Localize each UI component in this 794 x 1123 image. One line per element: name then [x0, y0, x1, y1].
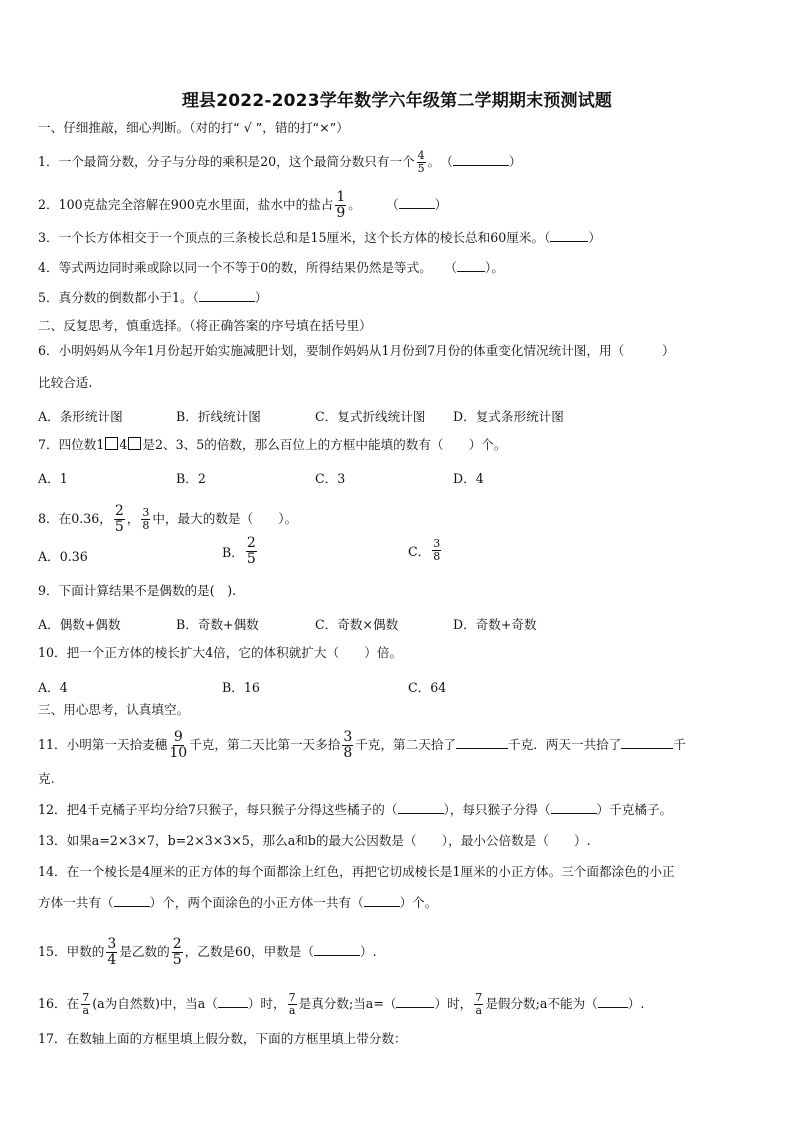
question-12: 12．把4千克橘子平均分给7只猴子，每只猴子分得这些橘子的（ ），每只猴子分得（ ）千克橘子。 [38, 802, 673, 817]
question-15: 15．甲数的 $\frac{3}{4}$ 是乙数的 $\frac{2}{5}$ ，乙数是60，甲数是（ ）. [38, 936, 377, 968]
question-11-cont: 克. [38, 771, 55, 786]
section-2-heading: 二、反复思考，慎重选择。（将正确答案的序号填在括号里） [38, 318, 372, 333]
q8-option-a[interactable]: A．0.36 [38, 549, 88, 564]
fraction: $\frac{7}{a}$ [288, 991, 296, 1017]
fraction: $\frac{1}{9}$ [336, 189, 346, 221]
question-3: 3．一个长方体相交于一个顶点的三条棱长总和是15厘米，这个长方体的棱长总和60厘米。（ ） [38, 230, 601, 245]
fraction: $\frac{7}{a}$ [82, 991, 90, 1017]
answer-blank[interactable] [456, 748, 508, 749]
q8-option-c[interactable]: C． $\frac{3}{8}$ [408, 537, 441, 563]
q6-option-b[interactable]: B．折线统计图 [176, 409, 261, 424]
question-6-cont: 比较合适. [38, 375, 93, 390]
answer-blank[interactable] [199, 301, 255, 302]
answer-blank[interactable] [114, 906, 150, 907]
q10-option-c[interactable]: C．64 [408, 680, 447, 695]
question-13: 13．如果a=2×3×7，b=2×3×3×5，那么a和b的最大公因数是（ ），最小公倍数是（ ）. [38, 833, 591, 848]
fraction: $\frac{2}{5}$ [246, 535, 256, 567]
q8-option-b[interactable]: B． $\frac{2}{5}$ [222, 535, 256, 567]
fraction: $\frac{2}{5}$ [114, 503, 124, 535]
answer-blank[interactable] [399, 208, 435, 209]
question-10: 10．把一个正方体的棱长扩大4倍，它的体积就扩大（ ）倍。 [38, 645, 403, 660]
question-4: 4．等式两边同时乘或除以同一个不等于0的数，所得结果仍然是等式。 （ ）。 [38, 260, 504, 275]
question-1: 1．一个最简分数，分子与分母的乘积是20，这个最简分数只有一个 $\frac{4}{5}$ 。 （ ） [38, 149, 522, 175]
fraction: $\frac{3}{8}$ [343, 729, 353, 761]
answer-blank[interactable] [314, 955, 360, 956]
question-7: 7．四位数1 4 是2、3、5的倍数，那么百位上的方框中能填的数有（ ）个。 [38, 437, 507, 452]
q6-option-a[interactable]: A．条形统计图 [38, 409, 123, 424]
section-1-heading: 一、仔细推敲，细心判断。（对的打“ √ ”，错的打“×”） [38, 120, 349, 135]
q6-option-c[interactable]: C．复式折线统计图 [315, 409, 426, 424]
question-16: 16．在 $\frac{7}{a}$ (a为自然数)中，当a（ ）时， $\frac{7}{a}$ 是真分数;当a=（ ）时， $\frac{7}{a}$ 是假分数;a不能为（ ）. [38, 991, 645, 1017]
fraction: $\frac{3}{4}$ [107, 936, 117, 968]
q9-option-d[interactable]: D．奇数+奇数 [453, 617, 537, 632]
question-11: 11．小明第一天拾麦穗 $\frac{9}{10}$ 千克，第二天比第一天多拾 $\frac{3}{8}$ 千克，第二天拾了 千克．两天一共拾了 千 [38, 729, 686, 761]
q9-option-a[interactable]: A．偶数+偶数 [38, 617, 121, 632]
answer-blank[interactable] [550, 241, 588, 242]
digit-box [128, 437, 141, 450]
answer-blank[interactable] [551, 813, 597, 814]
q7-option-a[interactable]: A．1 [38, 471, 68, 486]
exam-title: 理县2022-2023学年数学六年级第二学期期末预测试题 [181, 91, 613, 111]
answer-blank[interactable] [398, 813, 444, 814]
answer-blank[interactable] [453, 165, 509, 166]
fraction: $\frac{3}{8}$ [433, 537, 441, 563]
answer-blank[interactable] [457, 271, 485, 272]
section-3-heading: 三、用心思考，认真填空。 [38, 702, 190, 717]
q7-option-b[interactable]: B．2 [176, 471, 206, 486]
q10-option-b[interactable]: B．16 [222, 680, 260, 695]
q9-option-c[interactable]: C．奇数×偶数 [315, 617, 399, 632]
question-14: 14．在一个棱长是4厘米的正方体的每个面都涂上红色，再把它切成棱长是1厘米的小正方体。三个面都涂色的小正 [38, 864, 675, 879]
answer-blank[interactable] [364, 906, 400, 907]
question-5: 5．真分数的倒数都小于1。（ ） [38, 290, 268, 305]
q10-option-a[interactable]: A．4 [38, 680, 68, 695]
q7-option-c[interactable]: C．3 [315, 471, 346, 486]
answer-blank[interactable] [598, 1007, 628, 1008]
fraction: $\frac{2}{5}$ [172, 936, 182, 968]
question-14-cont: 方体一共有（ ）个，两个面涂色的小正方体一共有（ ）个。 [38, 895, 438, 910]
question-17: 17．在数轴上面的方框里填上假分数，下面的方框里填上带分数： [38, 1031, 407, 1046]
q9-option-b[interactable]: B．奇数+偶数 [176, 617, 259, 632]
question-6: 6．小明妈妈从今年1月份起开始实施减肥计划，要制作妈妈从1月份到7月份的体重变化情况统计图，用（ ） [38, 343, 675, 358]
digit-box [105, 437, 118, 450]
q6-option-d[interactable]: D．复式条形统计图 [453, 409, 564, 424]
answer-blank[interactable] [396, 1007, 434, 1008]
question-2: 2．100克盐完全溶解在900克水里面，盐水中的盐占 $\frac{1}{9}$ 。 （ ） [38, 189, 448, 221]
question-9: 9．下面计算结果不是偶数的是( ). [38, 583, 237, 598]
fraction: $\frac{3}{8}$ [142, 506, 150, 532]
answer-blank[interactable] [621, 748, 673, 749]
answer-blank[interactable] [218, 1007, 248, 1008]
fraction: $\frac{7}{a}$ [475, 991, 483, 1017]
fraction: $\frac{4}{5}$ [417, 149, 425, 175]
q7-option-d[interactable]: D．4 [453, 471, 484, 486]
fraction: $\frac{9}{10}$ [169, 729, 188, 761]
question-8: 8．在0.36， $\frac{2}{5}$ ， $\frac{3}{8}$ 中，最大的数是（ ）。 [38, 503, 298, 535]
